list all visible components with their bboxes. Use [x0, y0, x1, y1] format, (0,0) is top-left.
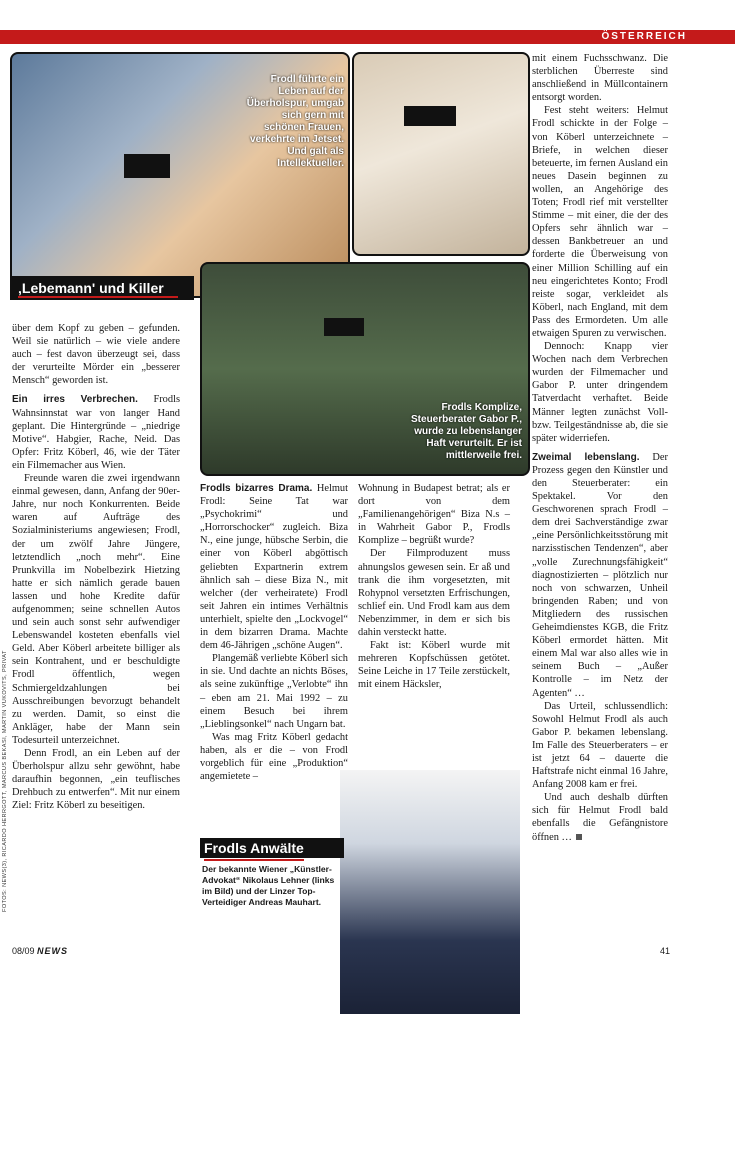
story-kicker	[10, 276, 194, 300]
face-censor-bar	[324, 318, 364, 336]
article-column-4	[532, 52, 668, 844]
article-column-3	[358, 482, 510, 692]
lawyers-title-underline	[204, 859, 304, 861]
paragraph: Denn Frodl, an ein Leben auf der Überholspur allzu sehr gewöhnt, habe daraufhin begonnen, „ein teuflisches Drehbuch zu entwerfen“. Mit nur einem Ziel: Fritz Köberl zu beseitigen.	[12, 748, 180, 812]
issue-number: 08/09	[12, 946, 35, 956]
paragraph: Der Filmproduzent muss ahnungslos gewesen sein. Er aß und trank die ihm vorgesetzten, mit Rohypnol versetzten Erfrischungen, schlief ein. Und Frodl kam aus dem Nebenzimmer, in dem er sich bis dahin versteckt hatte.	[358, 548, 510, 639]
lawyers-title-text: Frodls Anwälte	[204, 840, 304, 856]
lawyers-caption-box	[200, 838, 340, 922]
section-label: ÖSTERREICH	[595, 30, 693, 44]
paragraph: Wohnung in Budapest betrat; als er dort von dem „Familienangehörigen“ Biza N.s – in Wahrheit Gabor P., Frodls Komplize – begrüßt wurde?	[358, 483, 510, 547]
lawyers-title	[200, 838, 344, 858]
paragraph	[532, 451, 668, 700]
face-censor-bar	[404, 106, 456, 126]
paragraph: Was mag Fritz Köberl gedacht haben, als er die – von Frodl vorgeblich für eine „Produktion“ angemietete –	[200, 731, 348, 783]
paragraph: Dennoch: Knapp vier Wochen nach dem Verbrechen wurden der Filmemacher und Gabor P. unter dringendem Tatverdacht verhaftet. Beide Männer legten zunächst Voll- bzw. Teilgeständnisse ab, die sie später widerriefen.	[532, 341, 668, 444]
photo-woman-documents	[352, 52, 530, 256]
section-header-bar	[0, 30, 735, 44]
paragraph-text: Helmut Frodl: Seine Tat war „Psychokrimi“ und „Horrorschocker“ zugleich. Biza N., eine junge, hübsche Serbin, die einer von Köberl abgöttisch geliebten Expartnerin extrem ähnlich sah – diese Biza N., mit welcher (der verheiratete) Frodl seit Jahren ein intimes Verhältnis unterhielt, spielte den „Lockvogel“ in dem bizarren Drama. Machte dem 46-Jährigen „schöne Augen“.	[200, 483, 348, 652]
paragraph-text: Der Prozess gegen den Künstler und den Steuerberater: ein Spektakel. Vor den Geschworenen sprach Frodl – dem drei Sachverständige zwar „eine Persönlichkeitsstörung mit narzisstischen Tendenzen“, aber „volle Zurechnungsfähigkeit“ diagnostizierten – plötzlich nur noch von schwarzen, Unheil bringenden Raben; und von Mitgliedern des russischen Geheimdienstes KGB, die Fritz Köberl ermordet hätten. Mit einem Mal war also alles wie in seinem Buch – „Außer Kontrolle – im Netz der Agenten“ …	[532, 451, 668, 699]
paragraph	[200, 482, 348, 652]
subheading: Frodls bizarres Drama.	[200, 483, 313, 494]
paragraph: Plangemäß verliebte Köberl sich in sie. Und dachte an nichts Böses, als seine zukünftige „Verlobte“ ihn – eben am 21. Mai 1992 – zu einem Besuch bei ihrem „Lieblingsonkel“ nach Ungarn bat.	[200, 653, 348, 730]
paragraph: Das Urteil, schlussendlich: Sowohl Helmut Frodl als auch Gabor P. bekamen lebenslang. Im Falle des Steuerberaters – er ist jetzt 64 – dauerte die Haftstrafe nicht einmal 16 Jahre, Anfang 2008 kam er frei.	[532, 700, 668, 791]
paragraph: Fest steht weiters: Helmut Frodl schickte in der Folge – von Köberl unterzeichnete – Briefe, in welchen dieser beteuerte, im fernen Ausland ein neues Dasein beginnen zu wollen, an Angehörige des Toten; Frodl rief mit verstellter Stimme – mit einer, die der des Opfers sehr ähnlich war – dessen Bankbetreuer an und forderte die Überweisung von einer Million Schilling auf ein neu eingerichtetes Konto; Frodl reiste sogar, verkleidet als Köberl, nach England, mit dem Pass des Ermordeten. Um alle etwaigen Spuren zu verwischen.	[532, 105, 668, 339]
paragraph-text: Frodls Wahnsinnstat war von langer Hand geplant. Die Hintergründe – „niedrige Motive“. Habgier, Rache, Neid. Das Opfer: Fritz Köberl, 46, wie der Täter ein Filmemacher aus Wien.	[12, 394, 180, 471]
page-number: 41	[660, 946, 671, 956]
photo-caption: Frodl führte ein Leben auf der Überholspur, umgab sich gern mit schönen Frauen, verkehrte im Jetset. Und galt als Intellektueller.	[246, 74, 344, 169]
article-column-2	[200, 482, 348, 783]
paragraph: Freunde waren die zwei irgendwann einmal gewesen, dann, Anfang der 90er-Jahre, nur noch Konkurrenten. Beide waren auf Aufträge des Sozialministeriums angewiesen; Frodl, der um zwölf Jahre Jüngere, letztendlich „noch mehr“. Eine Prunkvilla im Nobelbezirk Hietzing hatte er sich nämlich gerade bauen lassen und hohe Kredite dafür aufgenommen; seine schnellen Autos und sein auch sonst sehr aufwendiger Lebenswandel kosteten ebenfalls viel Geld. Aber Köberl arbeitete billiger als sein Kontrahent, und er beschuldigte Frodl öffentlich, wegen Schmiergeldzahlungen bei Ausschreibungen bevorzugt behandelt zu werden. Damit, so einst die Ankläger, habe der Mann sein Todesurteil unterzeichnet.	[12, 473, 180, 746]
subheading: Ein irres Verbrechen.	[12, 394, 138, 406]
paragraph: Fakt ist: Köberl wurde mit mehreren Kopfschüssen getötet. Seine Leiche in 17 Teile zerstückelt, mit einem Häcksler,	[358, 640, 510, 691]
face-censor-bar	[124, 154, 170, 178]
subheading: Zweimal lebenslang.	[532, 451, 640, 463]
photo-courtroom-guards	[200, 262, 530, 476]
photo-credit-wrapper	[2, 650, 10, 1172]
lawyers-caption: Der bekannte Wiener „Künstler-Advokat“ Nikolaus Lehner (links im Bild) und der Linzer Top-Verteidiger Andreas Mauhart.	[202, 864, 335, 907]
photo-caption: Frodls Komplize, Steuerberater Gabor P., wurde zu lebenslanger Haft verurteilt. Er ist mittlerweile frei.	[411, 402, 522, 461]
paragraph-text: Und auch deshalb dürften sich für Helmut Frodl bald ebenfalls die Gefängnistore öffnen …	[532, 792, 668, 843]
paragraph	[532, 791, 668, 843]
paragraph	[12, 393, 180, 472]
magazine-name: NEWS	[37, 946, 69, 956]
paragraph: mit einem Fuchsschwanz. Die sterblichen Überreste sind anschließend in Müllcontainern entsorgt worden.	[532, 53, 668, 104]
paragraph: über dem Kopf zu geben – gefunden. Weil sie natürlich – wie viele andere auch – fest davon überzeugt sei, dass der verurteilte Mörder ein „besserer Mensch“ geworden ist.	[12, 323, 180, 387]
photo-lawyers	[340, 770, 520, 1014]
kicker-underline	[18, 296, 178, 298]
photo-credit: FOTOS: NEWS(3), RICARDO HERRGOTT, MARCUS BEKASI, MARTIN VUKOVITS, PRIVAT	[2, 650, 8, 912]
footer-issue	[12, 946, 68, 956]
kicker-text: ‚Lebemann' und Killer	[18, 280, 164, 296]
article-column-1	[12, 322, 180, 812]
end-of-article-mark	[576, 834, 582, 840]
